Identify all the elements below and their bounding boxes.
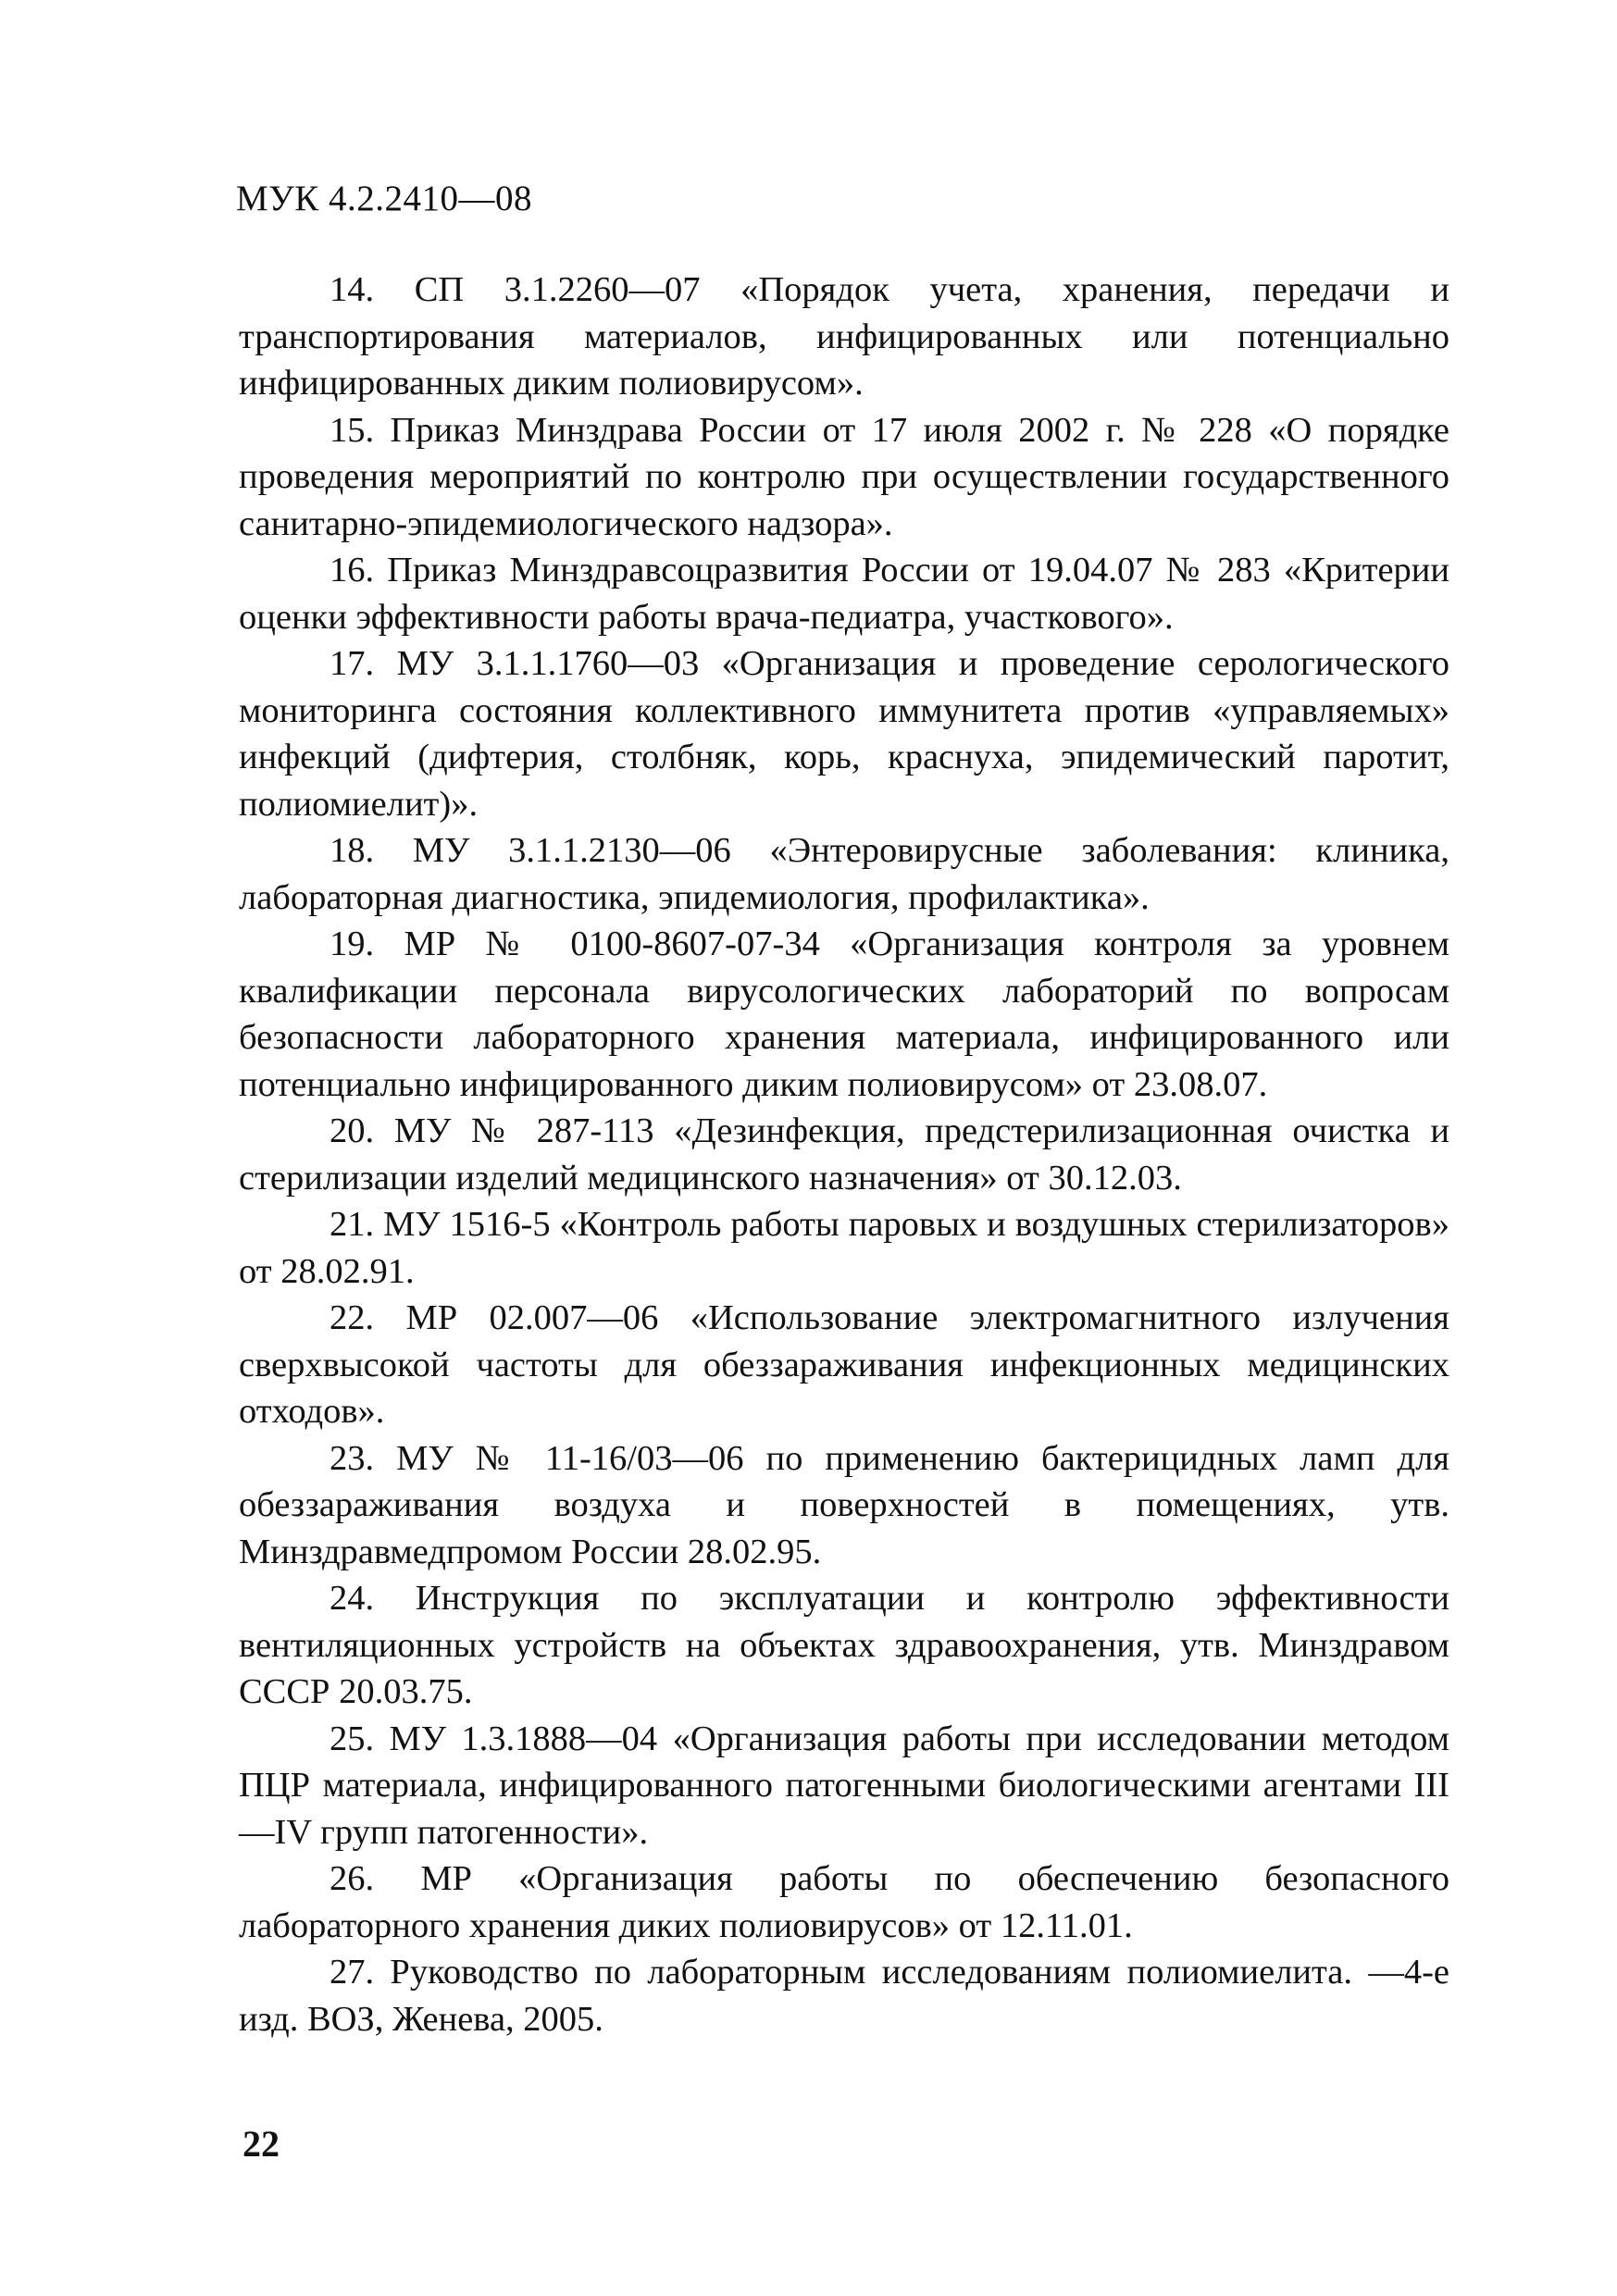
reference-item: 18. МУ 3.1.1.2130—06 «Энтеровирусные заболевания: клиника, лабораторная диагностика, эпидемиология, профилактика». (239, 831, 1449, 917)
reference-item: 21. МУ 1516-5 «Контроль работы паровых и воздушных стерилизаторов» от 28.02.91. (239, 1205, 1449, 1291)
reference-item: 16. Приказ Минздравсоцразвития России от 19.04.07 № 283 «Критерии оценки эффективности работы врача-педиатра, участкового». (239, 551, 1449, 637)
reference-item: 15. Приказ Минздрава России от 17 июля 2002 г. № 228 «О порядке проведения мероприятий по контролю при осуществлении государственного санитарно-эпидемиологического надзора». (239, 410, 1449, 543)
reference-item: 24. Инструкция по эксплуатации и контролю эффективности вентиляционных устройств на объектах здравоохранения, утв. Минздравом СССР 20.03.75. (239, 1579, 1449, 1711)
reference-list (239, 267, 1449, 2042)
reference-item: 26. МР «Организация работы по обеспечению безопасного лабораторного хранения диких полиовирусов» от 12.11.01. (239, 1859, 1449, 1945)
reference-item: 25. МУ 1.3.1888—04 «Организация работы при исследовании методом ПЦР материала, инфицированного патогенными биологическими агентами III—IV групп патогенности». (239, 1719, 1449, 1852)
reference-item: 27. Руководство по лабораторным исследованиям полиомиелита. —4-е изд. ВОЗ, Женева, 2005. (239, 1953, 1449, 2039)
reference-item: 20. МУ № 287-113 «Дезинфекция, предстерилизационная очистка и стерилизации изделий медицинского назначения» от 30.12.03. (239, 1111, 1449, 1198)
reference-item: 14. СП 3.1.2260—07 «Порядок учета, хранения, передачи и транспортирования материалов, инфицированных или потенциально инфицированных диким полиовирусом». (239, 270, 1449, 403)
reference-item: 19. МР № 0100-8607-07-34 «Организация контроля за уровнем квалификации персонала вирусологических лабораторий по вопросам безопасности лабораторного хранения материала, инфицированного или потенциально инфицированного диким полиовирусом» от 23.08.07. (239, 925, 1449, 1104)
document-code-header: МУК 4.2.2410—08 (236, 179, 533, 218)
reference-item: 22. МР 02.007—06 «Использование электромагнитного излучения сверхвысокой частоты для обеззараживания инфекционных медицинских отходов». (239, 1298, 1449, 1431)
page-number: 22 (243, 2123, 280, 2165)
reference-item: 23. МУ № 11-16/03—06 по применению бактерицидных ламп для обеззараживания воздуха и поверхностей в помещениях, утв. Минздравмедпромом России 28.02.95. (239, 1438, 1449, 1571)
reference-item: 17. МУ 3.1.1.1760—03 «Организация и проведение серологического мониторинга состояния коллективного иммунитета против «управляемых» инфекций (дифтерия, столбняк, корь, краснуха, эпидемический паротит, полиомиелит)». (239, 644, 1449, 824)
